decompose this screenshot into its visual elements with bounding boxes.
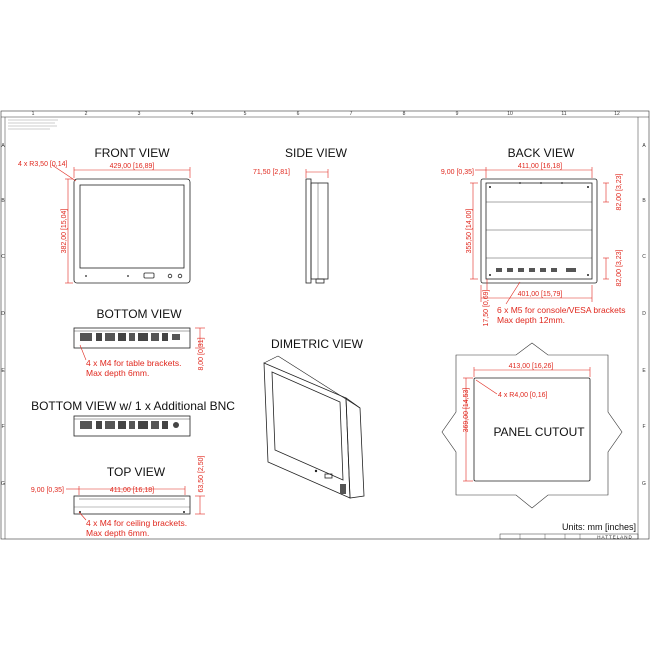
bottom-bnc-view-title: BOTTOM VIEW w/ 1 x Additional BNC [31,399,235,413]
grid-row-f-right: F [642,424,646,430]
back-left-dim: 9,00 [0,35] [440,169,474,176]
grid-row-f: F [1,424,5,430]
bottom-view-title: BOTTOM VIEW [96,307,182,321]
grid-row-g-right: G [642,481,646,487]
top-note-2: Max depth 6mm. [86,528,150,538]
side-view-title: SIDE VIEW [284,146,348,160]
grid-row-b-right: B [642,198,646,204]
top-view [31,455,205,538]
bottom-note-1: 4 x M4 for table brackets. [86,358,182,368]
cutout-radius-dim: 4 x R4,00 [0,16] [498,392,548,399]
grid-col-6: 6 [296,111,300,117]
top-note-1: 4 x M4 for ceiling brackets. [86,518,188,528]
top-left-dim: 9,00 [0,35] [30,487,64,494]
back-height-dim: 355,50 [14,00] [466,208,473,254]
front-button-2 [178,274,182,278]
grid-col-12: 12 [614,111,620,117]
front-width-dim: 429,00 [16,89] [109,163,155,170]
side-depth-dim: 71,50 [2,81] [253,169,290,176]
back-bezel [481,179,597,283]
front-view [18,146,190,283]
grid-col-3: 3 [137,111,141,117]
grid-row-g: G [1,481,5,487]
top-depth-dim: 63,50 [2,50] [198,455,205,493]
fine-print-block [8,120,58,129]
dimetric-screen [272,372,343,480]
front-bezel [74,179,190,283]
grid-row-e: E [1,368,5,374]
dimetric-view [264,337,364,498]
back-note-1: 6 x M5 for console/VESA brackets [497,305,626,315]
panel-cutout-view [442,343,622,508]
dimetric-side [346,398,364,498]
front-led [85,275,87,277]
grid-row-d-right: D [642,311,646,317]
back-view [441,146,626,326]
bottom-note-2: Max depth 6mm. [86,368,150,378]
front-button-1 [168,274,172,278]
front-sensor [127,275,129,277]
back-right-upper-dim: 82,00 [3,23] [616,173,623,211]
front-usb-port [144,273,154,278]
grid-row-a: A [1,143,5,149]
front-radius-dim: 4 x R3,50 [0,14] [18,161,68,168]
bottom-bnc-view [31,399,235,436]
back-right-lower-dim: 82,00 [3,23] [616,249,623,287]
top-view-title: TOP VIEW [106,465,166,479]
grid-row-d: D [1,311,5,317]
bnc-connector [173,422,179,428]
title-block [500,522,638,540]
bottom-view [74,307,205,378]
bottom-height-dim: 8,00 [0,31] [198,337,205,371]
grid-col-10: 10 [507,111,513,117]
back-chassis [486,183,592,279]
back-connector [496,268,502,272]
grid-row-c: C [1,254,5,260]
side-bezel [306,179,311,283]
side-body [311,183,328,279]
dimetric-view-title: DIMETRIC VIEW [271,337,363,351]
grid-col-2: 2 [84,111,88,117]
grid-col-9: 9 [455,111,459,117]
front-screen [80,185,184,268]
side-view [253,146,348,283]
front-height-dim: 382,00 [15,04] [61,208,68,254]
grid-row-b: B [1,198,5,204]
brand-logo: HATTELAND [597,534,633,540]
cutout-height-dim: 369,00 [14,53] [463,387,470,433]
grid-col-7: 7 [349,111,353,117]
grid-col-11: 11 [561,111,567,117]
units-label: Units: mm [inches] [561,522,636,532]
grid-col-4: 4 [190,111,194,117]
grid-row-c-right: C [642,254,646,260]
cutout-width-dim: 413,00 [16,26] [508,363,554,370]
front-view-title: FRONT VIEW [94,146,170,160]
panel-cutout-title: PANEL CUTOUT [493,425,585,439]
grid-col-5: 5 [243,111,247,117]
grid-row-e-right: E [642,368,646,374]
back-bottom-dim: 401,00 [15,79] [517,291,563,298]
grid-col-1: 1 [31,111,35,117]
back-note-2: Max depth 12mm. [497,315,566,325]
grid-column-labels [32,111,620,117]
grid-col-8: 8 [402,111,406,117]
back-top-dim: 411,00 [16,18] [517,163,563,170]
top-width-dim: 411,00 [16,18] [109,487,155,494]
top-chassis [74,496,190,514]
back-view-title: BACK VIEW [507,146,575,160]
grid-row-a-right: A [642,143,646,149]
back-offset-dim: 17,50 [0,69] [483,289,490,327]
